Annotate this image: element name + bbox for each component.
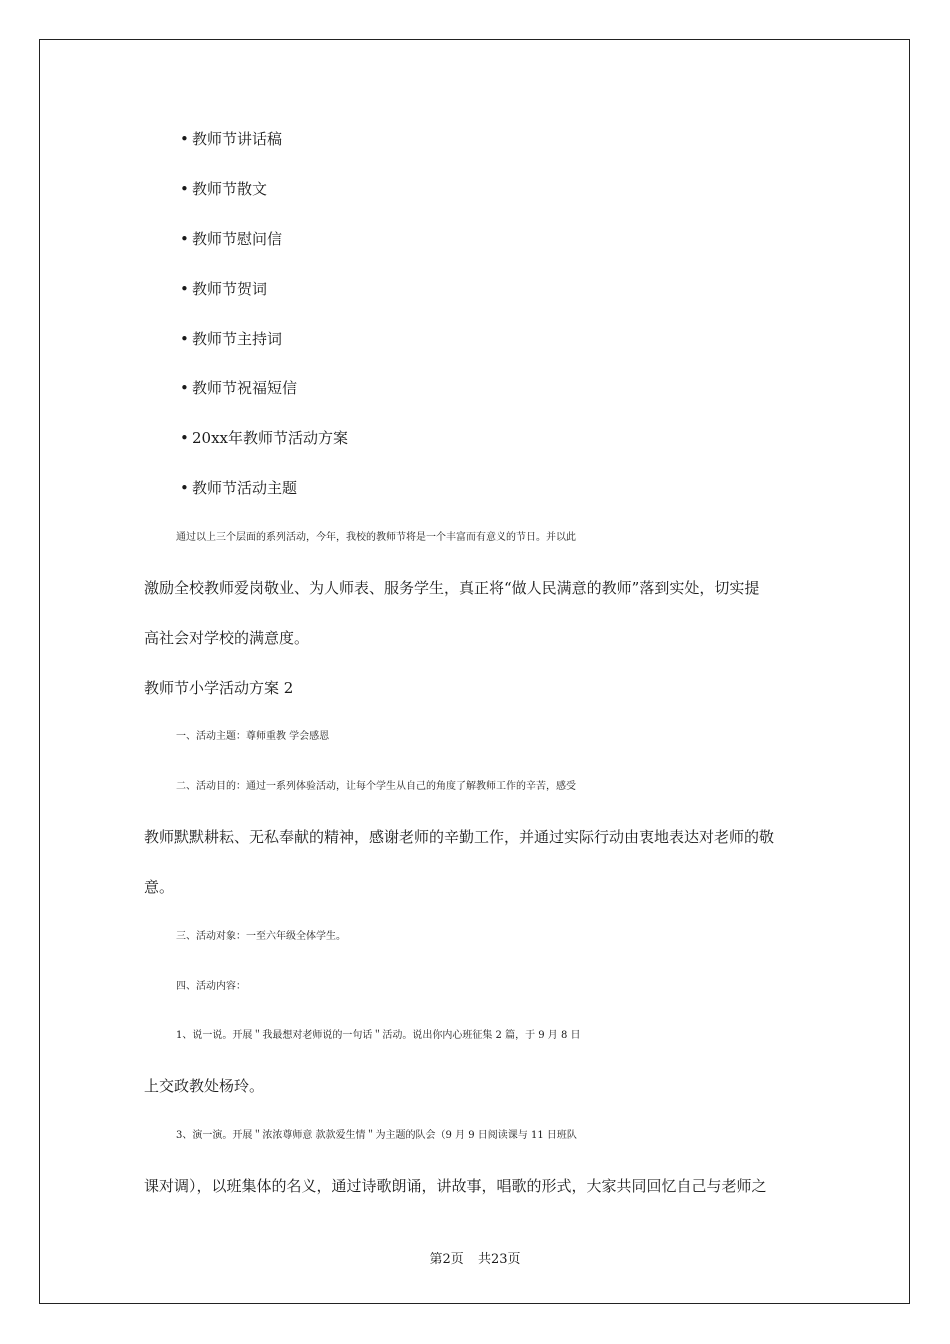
- list-item: • 教师节主持词: [180, 330, 283, 348]
- paragraph-line: 高社会对学校的满意度。: [144, 629, 310, 647]
- paragraph-line: 激励全校教师爱岗敬业、为人师表、服务学生，真正将“做人民满意的教师”落到实处，切实提: [144, 579, 760, 597]
- paragraph-line: 上交政教处杨玲。: [144, 1077, 265, 1095]
- paragraph-line: 三、活动对象：一至六年级全体学生。: [176, 931, 346, 942]
- section-heading: 教师节小学活动方案 2: [144, 679, 294, 697]
- page-number: 第2页: [429, 1252, 464, 1267]
- paragraph-line: 通过以上三个层面的系列活动，今年，我校的教师节将是一个丰富而有意义的节日。并以此: [176, 532, 576, 543]
- paragraph-line: 3、演一演。开展＂浓浓尊师意 款款爱生情＂为主题的队会（9 月 9 日阅读课与 11 日班队: [176, 1130, 577, 1141]
- list-item: • 教师节散文: [180, 180, 268, 198]
- list-item-text: 教师节主持词: [192, 330, 283, 348]
- list-item: • 教师节慰问信: [180, 230, 283, 248]
- list-item-text: 教师节活动主题: [192, 479, 298, 497]
- page-total: 共23页: [477, 1252, 521, 1267]
- paragraph-line: 课对调），以班集体的名义，通过诗歌朗诵，讲故事，唱歌的形式，大家共同回忆自己与老师之: [144, 1177, 767, 1195]
- paragraph-line: 意。: [144, 878, 175, 896]
- list-item-text: 20xx年教师节活动方案: [192, 429, 349, 447]
- page-border: [39, 39, 910, 1304]
- paragraph-line: 一、活动主题：尊师重教 学会感恩: [176, 731, 330, 742]
- list-item: • 20xx年教师节活动方案: [180, 429, 349, 447]
- list-item: • 教师节贺词: [180, 280, 268, 298]
- paragraph-line: 二、活动目的：通过一系列体验活动，让每个学生从自己的角度了解教师工作的辛苦，感受: [176, 781, 576, 792]
- paragraph-line: 教师默默耕耘、无私奉献的精神，感谢老师的辛勤工作，并通过实际行动由衷地表达对老师的敬: [144, 828, 775, 846]
- list-item: • 教师节讲话稿: [180, 130, 283, 148]
- paragraph-line: 四、活动内容：: [176, 981, 246, 992]
- list-item-text: 教师节讲话稿: [192, 130, 283, 148]
- paragraph-line: 1、说一说。开展＂我最想对老师说的一句话＂活动。说出你内心班征集 2 篇，于 9 月 8 日: [176, 1030, 581, 1041]
- page-footer: [0, 1248, 950, 1267]
- list-item-text: 教师节贺词: [192, 280, 268, 298]
- list-item-text: 教师节散文: [192, 180, 268, 198]
- list-item-text: 教师节慰问信: [192, 230, 283, 248]
- list-item: • 教师节活动主题: [180, 479, 298, 497]
- list-item: • 教师节祝福短信: [180, 379, 298, 397]
- list-item-text: 教师节祝福短信: [192, 379, 298, 397]
